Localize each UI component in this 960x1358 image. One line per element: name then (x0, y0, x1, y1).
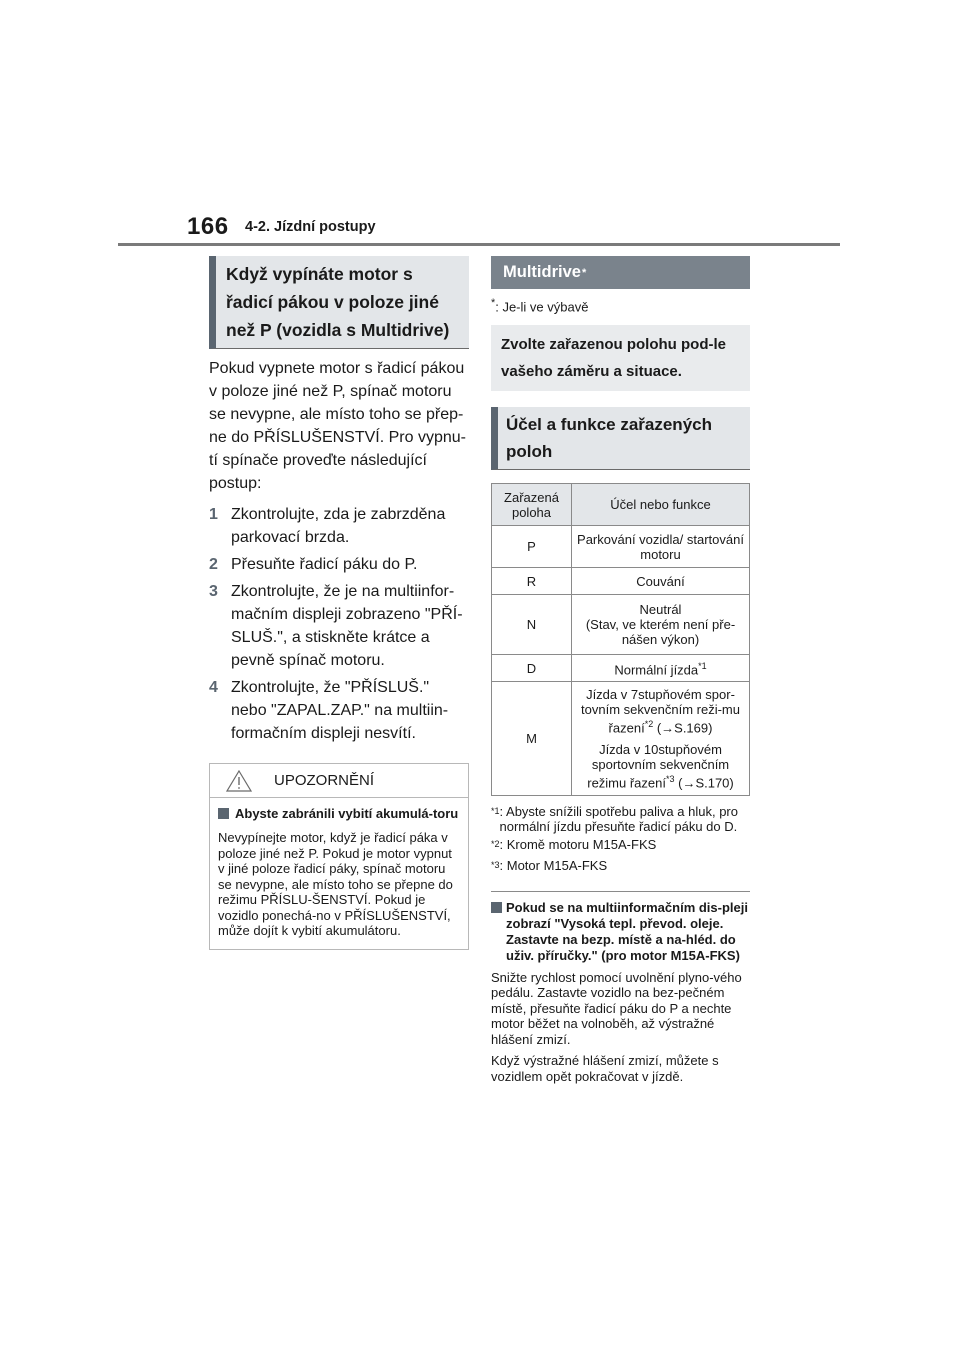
intro-paragraph: Pokud vypnete motor s řadicí pákou v poloze jiné než P, spínač motoru se nevypne, ale místo toho se přep-ne do PŘÍSLUŠENSTVÍ. Pro vypnu-tí spínače proveďte následující postup: (209, 360, 466, 492)
warning-body (210, 798, 468, 949)
footnote-mark: *2 (644, 719, 654, 730)
gear-function-text: Normální jízda (614, 662, 699, 678)
info-note-bullet-text: Pokud se na multiinformačním dis-pleji zobrazí "Vysoká tepl. převod. oleje. Zastavte na bezp. místě a na-hléd. do uživ. příručky." (pro motor M15A-FKS) (506, 899, 748, 963)
table-row (492, 682, 750, 796)
chapter-title: 4-2. Jízdní postupy (245, 219, 376, 235)
step-number: 4 (209, 679, 218, 696)
page-reference: (→S.170) (674, 774, 734, 790)
gear-position: D (492, 655, 572, 682)
warning-header (210, 764, 468, 798)
instruction-box (491, 325, 750, 391)
step-item (209, 580, 469, 672)
multidrive-title: Multidrive (503, 263, 581, 281)
page-number: 166 (187, 213, 229, 240)
footnotes (491, 804, 750, 877)
footnote-mark: *3 (491, 860, 500, 871)
footnote (491, 837, 750, 855)
gear-position: N (492, 595, 572, 655)
step-item (209, 553, 469, 576)
right-column (491, 256, 750, 1084)
left-column (209, 256, 469, 950)
step-number: 3 (209, 583, 218, 600)
footnote (491, 858, 750, 876)
gear-position: M (492, 682, 572, 796)
table-heading: Účel a funkce zařazených poloh (506, 415, 712, 462)
gear-function (572, 595, 750, 655)
info-note-heading (491, 900, 750, 964)
table-heading-box (491, 407, 750, 470)
footnote-mark: *2 (491, 838, 500, 849)
steps-list (209, 503, 469, 745)
warning-box (209, 763, 469, 950)
column-header: Zařazená poloha (492, 484, 572, 526)
gear-function-text: Jízda v 7stupňovém spor-tovním sekvenčním reži-mu řazení (581, 687, 740, 736)
gear-position: P (492, 526, 572, 568)
step-text: Zkontrolujte, že "PŘÍSLUŠ." nebo "ZAPAL.ZAP." na multiin-formačním displeji nesvítí. (231, 679, 449, 742)
footnote-text: : Motor M15A-FKS (499, 858, 608, 874)
square-bullet-icon (218, 808, 229, 819)
step-item (209, 676, 469, 745)
header-divider (118, 243, 840, 246)
gear-function: Couvání (572, 568, 750, 595)
table-row (492, 568, 750, 595)
square-bullet-icon (491, 902, 502, 913)
page-reference: (→S.169) (653, 720, 713, 736)
step-number: 2 (209, 556, 218, 573)
gear-function-text: Jízda v 10stupňovém sportovním sekvenčním režimu řazení (587, 741, 730, 790)
warning-bullet (218, 806, 460, 822)
availability-mark: * (491, 297, 496, 309)
table-row (492, 595, 750, 655)
footnote-mark: *1 (491, 805, 500, 816)
warning-text: Nevypínejte motor, když je řadicí páka v poloze jiné než P. Pokud je motor vypnut v jiné poloze řadicí páky, spínač motoru se nevypne, ale místo toho se přepne do režimu PŘÍSLU-ŠENSTVÍ. Pokud je vozidlo ponechá-no v PŘÍSLUŠENSTVÍ, může dojít k vybití akumulátoru. (218, 830, 453, 938)
gear-function: Parkování vozidla/ startování motoru (572, 526, 750, 568)
table-header-row (492, 484, 750, 526)
step-text: Zkontrolujte, že je na multiinfor-mačním displeji zobrazeno "PŘÍ-SLUŠ.", a stiskněte krátce a pevně spínač motoru. (231, 583, 463, 669)
table-row (492, 526, 750, 568)
section-heading-box (209, 256, 469, 349)
gear-function-para (576, 687, 745, 735)
info-note-paragraph: Když výstražné hlášení zmizí, můžete s vozidlem opět pokračovat v jízdě. (491, 1053, 719, 1084)
availability-note (491, 295, 750, 315)
section-divider (491, 891, 750, 892)
footnote (491, 804, 750, 834)
footnote-text: : Kromě motoru M15A-FKS (499, 836, 657, 852)
step-text: Přesuňte řadicí páku do P. (231, 556, 418, 573)
gear-function (572, 655, 750, 682)
warning-triangle-icon (226, 770, 252, 792)
footnote-mark: *1 (698, 661, 707, 672)
gear-position: R (492, 568, 572, 595)
gear-function-para (576, 742, 745, 790)
info-note (491, 900, 750, 1085)
gear-function-line: (Stav, ve kterém není pře-nášen výkon) (585, 617, 736, 648)
instruction-text: Zvolte zařazenou polohu pod-le vašeho záměru a situace. (501, 336, 726, 381)
gear-positions-table (491, 483, 750, 796)
footnote-text: : Abyste snížili spotřebu paliva a hluk, pro normální jízdu přesuňte řadicí páku do D. (499, 803, 738, 834)
info-note-paragraph: Snižte rychlost pomocí uvolnění plyno-vého pedálu. Zastavte vozidlo na bez-pečném místě, přesuňte řadicí páku do P a nechte motor běžet na volnoběh, až výstražné hlášení zmizí. (491, 969, 742, 1047)
multidrive-heading (491, 256, 750, 289)
warning-bullet-text: Abyste zabránili vybití akumulá-toru (235, 806, 459, 821)
gear-function (572, 682, 750, 796)
availability-text: : Je-li ve výbavě (495, 299, 589, 315)
step-item (209, 503, 469, 549)
warning-title: UPOZORNĚNÍ (274, 772, 375, 789)
section-heading: Když vypínáte motor s řadicí pákou v poloze jiné než P (vozidla s Multidrive) (226, 264, 450, 340)
multidrive-mark: * (581, 266, 587, 279)
gear-function-line: Neutrál (639, 602, 682, 618)
column-header: Účel nebo funkce (572, 484, 750, 526)
table-row (492, 655, 750, 682)
footnote-mark: *3 (665, 773, 675, 784)
step-number: 1 (209, 506, 218, 523)
step-text: Zkontrolujte, zda je zabrzděna parkovací brzda. (231, 506, 446, 546)
